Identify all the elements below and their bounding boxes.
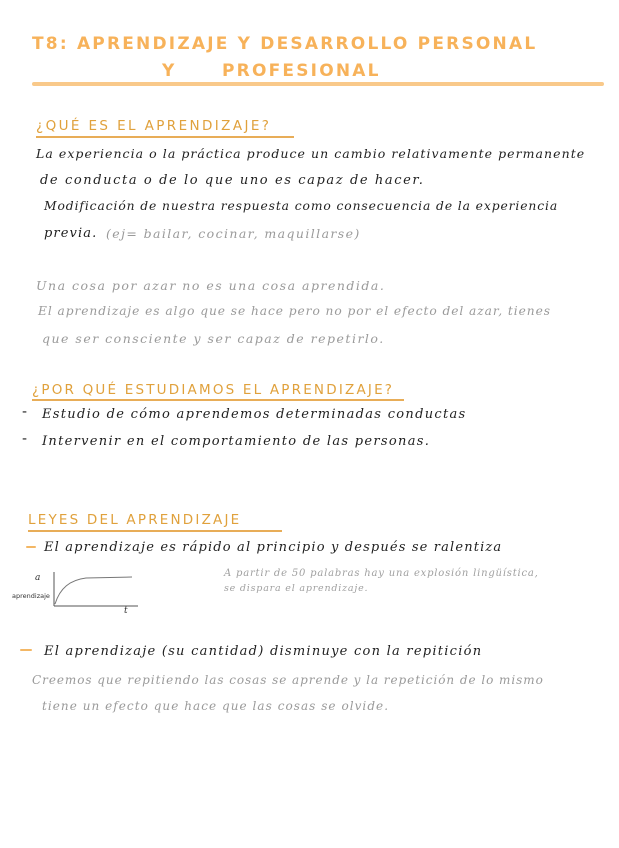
reason-item-2: Intervenir en el comportamiento de las personas. [42, 434, 431, 449]
definition-line-4: previa. [44, 226, 98, 241]
heading-underline [28, 530, 282, 532]
examples-note: (ej= bailar, cocinar, maquillarse) [106, 226, 361, 241]
law-dash [20, 649, 32, 651]
page-title: T8: APRENDIZAJE Y DESARROLLO PERSONAL [32, 34, 538, 54]
heading-underline [36, 136, 294, 138]
definition-line-1: La experiencia o la práctica produce un cambio relativamente permanente [36, 146, 586, 161]
graph-x-label: t [124, 606, 128, 616]
definition-line-2: de conducta o de lo que uno es capaz de hacer. [40, 173, 425, 188]
learning-curve [55, 577, 132, 604]
graph-y-label: aprendizaje [12, 592, 50, 600]
bullet-dash: - [22, 431, 28, 447]
title-underline [32, 82, 604, 86]
gray-line-3: que ser consciente y ser capaz de repetirlo. [42, 331, 385, 346]
section-heading-por-que: ¿POR QUÉ ESTUDIAMOS EL APRENDIZAJE? [32, 382, 395, 398]
definition-line-3: Modificación de nuestra respuesta como consecuencia de la experiencia [44, 199, 559, 213]
law-2: El aprendizaje (su cantidad) disminuye con la repitición [44, 644, 483, 659]
graph-y-label-top: a [35, 573, 41, 583]
gray-line-1: Una cosa por azar no es una cosa aprendida. [36, 278, 386, 293]
law-dash [26, 546, 36, 548]
page-title-line2-y: Y [162, 61, 177, 81]
law-1: El aprendizaje es rápido al principio y después se ralentiza [44, 540, 503, 555]
section-heading-que-es: ¿QUÉ ES EL APRENDIZAJE? [36, 118, 272, 134]
heading-underline [32, 399, 404, 401]
law-2-gray-line-1: Creemos que repitiendo las cosas se aprende y la repetición de lo mismo [32, 673, 544, 687]
law-1-note-line-2: se dispara el aprendizaje. [224, 583, 369, 594]
page-title-line2: PROFESIONAL [222, 61, 381, 81]
reason-item-1: Estudio de cómo aprendemos determinadas conductas [42, 407, 467, 422]
gray-line-2: El aprendizaje es algo que se hace pero no por el efecto del azar, tienes [38, 304, 551, 318]
section-heading-leyes: LEYES DEL APRENDIZAJE [28, 512, 242, 528]
law-1-note-line-1: A partir de 50 palabras hay una explosión lingüística, [224, 568, 539, 579]
bullet-dash: - [22, 404, 28, 420]
law-2-gray-line-2: tiene un efecto que hace que las cosas se olvide. [42, 699, 390, 713]
